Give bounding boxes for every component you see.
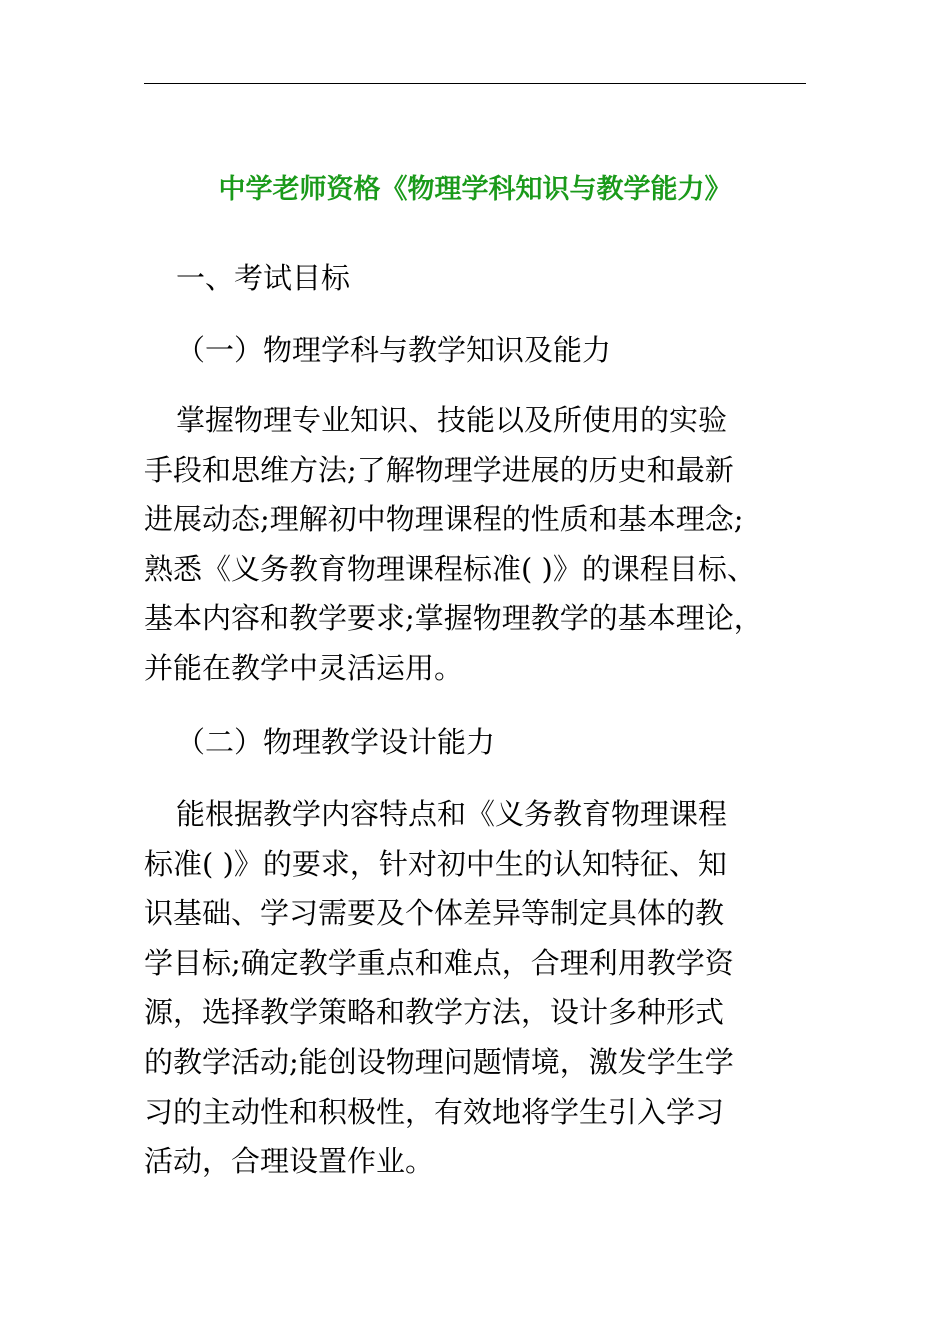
paragraph-line: 并能在教学中灵活运用。 [144, 650, 464, 685]
paragraph-line: 活动，合理设置作业。 [144, 1144, 435, 1179]
paragraph-line: 习的主动性和积极性，有效地将学生引入学习 [144, 1094, 725, 1129]
paragraph-line: 学目标;确定教学重点和难点，合理利用教学资 [144, 945, 734, 980]
section-heading-exam-objectives: 一、考试目标 [176, 261, 351, 295]
paragraph-line: 标准( )》的要求，针对初中生的认知特征、知 [144, 846, 727, 881]
paragraph-line: 基本内容和教学要求;掌握物理教学的基本理论， [144, 601, 763, 636]
paragraph-line: 的教学活动;能创设物理问题情境，激发学生学 [144, 1044, 734, 1079]
paragraph-line: 识基础、学习需要及个体差异等制定具体的教 [144, 896, 725, 931]
paragraph-line: 掌握物理专业知识、技能以及所使用的实验 [176, 403, 728, 437]
paragraph-line: 源，选择教学策略和教学方法，设计多种形式 [144, 995, 725, 1030]
paragraph-design [144, 790, 806, 1187]
header-rule [144, 83, 806, 84]
paragraph-line: 手段和思维方法;了解物理学进展的历史和最新 [144, 452, 734, 487]
document-title: 中学老师资格《物理学科知识与教学能力》 [218, 174, 732, 205]
paragraph-line: 进展动态;理解初中物理课程的性质和基本理念; [144, 502, 744, 537]
paragraph-line: 熟悉《义务教育物理课程标准( )》的课程目标、 [144, 551, 756, 586]
subsection-heading-knowledge: （一）物理学科与教学知识及能力 [176, 333, 612, 367]
paragraph-line: 能根据教学内容特点和《义务教育物理课程 [176, 797, 728, 831]
paragraph-knowledge [144, 396, 806, 694]
subsection-heading-design: （二）物理教学设计能力 [176, 725, 496, 759]
